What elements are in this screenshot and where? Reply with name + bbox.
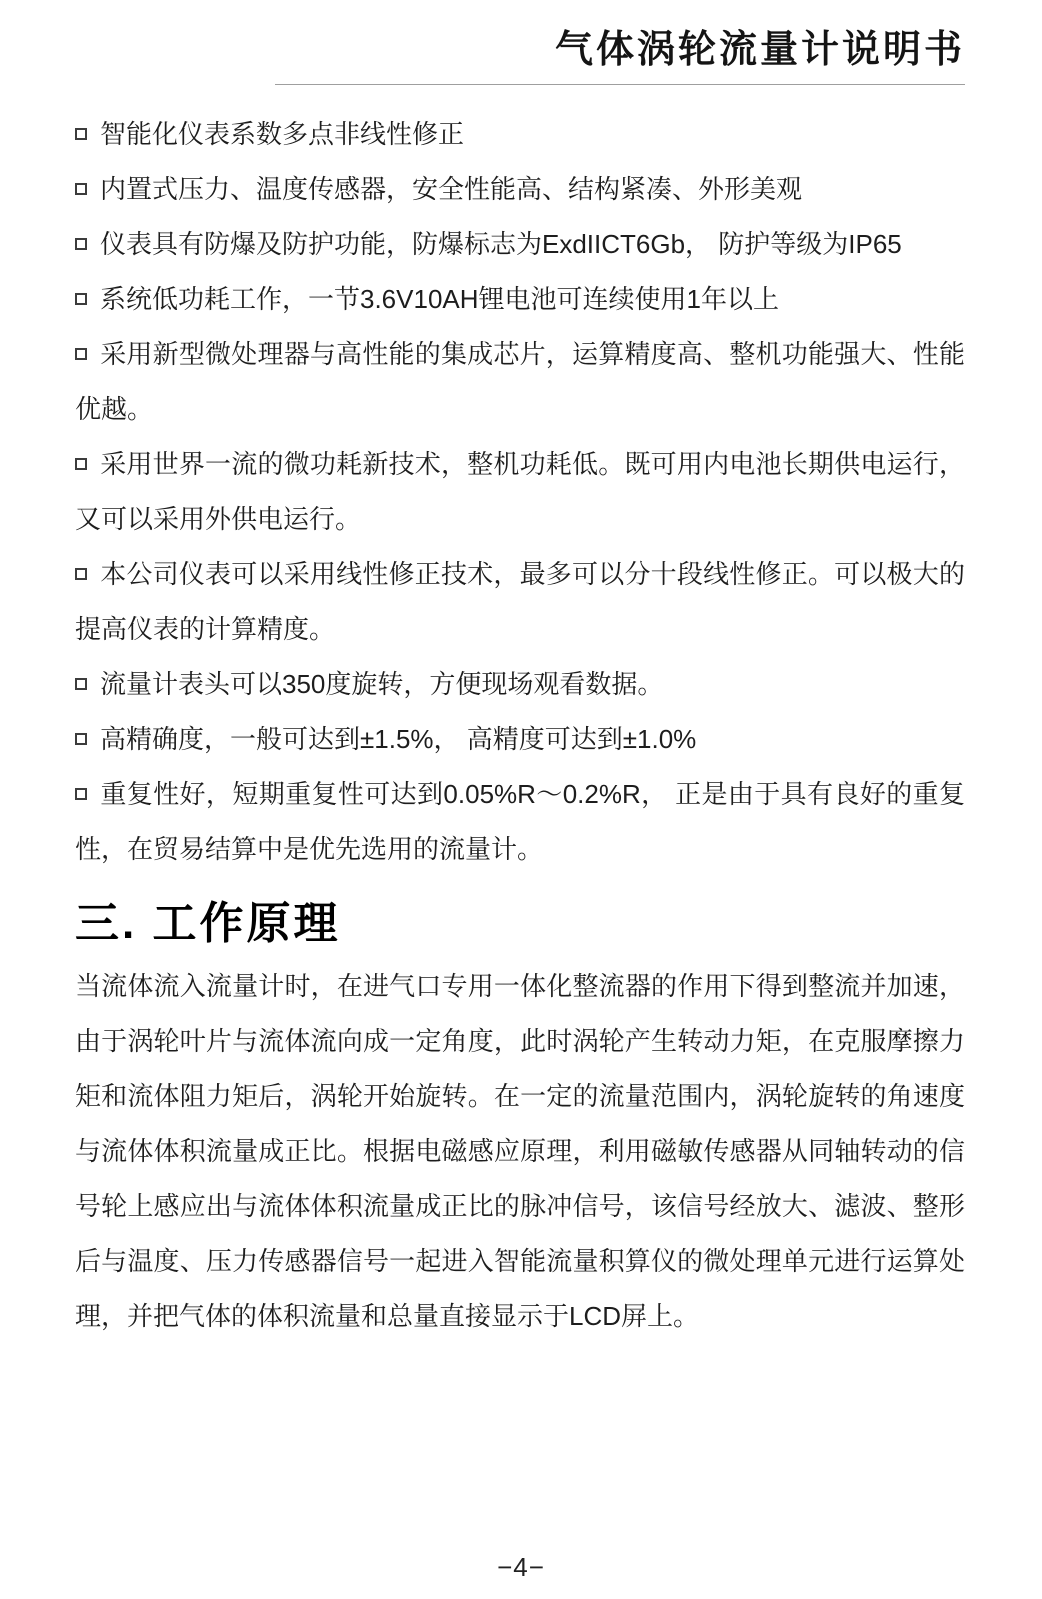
feature-item-text: 系统低功耗工作，一节3.6V10AH锂电池可连续使用1年以上 [100, 284, 779, 314]
list-item [75, 437, 965, 547]
feature-item-text: 采用新型微处理器与高性能的集成芯片，运算精度高、整机功能强大、性能优越。 [75, 339, 965, 424]
square-bullet-icon [75, 183, 87, 195]
section-body-paragraph: 当流体流入流量计时，在进气口专用一体化整流器的作用下得到整流并加速，由于涡轮叶片与流体流向成一定角度，此时涡轮产生转动力矩，在克服摩擦力矩和流体阻力矩后，涡轮开始旋转。在一定的流量范围内，涡轮旋转的角速度与流体体积流量成正比。根据电磁感应原理，利用磁敏传感器从同轴转动的信号轮上感应出与流体体积流量成正比的脉冲信号，该信号经放大、滤波、整形后与温度、压力传感器信号一起进入智能流量积算仪的微处理单元进行运算处理，并把气体的体积流量和总量直接显示于LCD屏上。 [75, 971, 965, 1331]
square-bullet-icon [75, 238, 87, 250]
feature-item-text: 智能化仪表系数多点非线性修正 [100, 119, 465, 149]
square-bullet-icon [75, 458, 87, 470]
feature-item-text: 高精确度，一般可达到±1.5%， 高精度可达到±1.0% [100, 724, 697, 754]
square-bullet-icon [75, 788, 87, 800]
feature-item-text: 流量计表头可以350度旋转，方便现场观看数据。 [100, 669, 664, 699]
list-item [75, 107, 965, 162]
list-item [75, 272, 965, 327]
feature-item-text: 仪表具有防爆及防护功能，防爆标志为ExdIICT6Gb， 防护等级为IP65 [100, 229, 902, 259]
list-item [75, 712, 965, 767]
page-number: −4− [497, 1552, 545, 1582]
list-item [75, 767, 965, 877]
square-bullet-icon [75, 568, 87, 580]
list-item [75, 657, 965, 712]
page-title: 气体涡轮流量计说明书 [554, 29, 965, 71]
feature-item-text: 重复性好，短期重复性可达到0.05%R～0.2%R， 正是由于具有良好的重复性，在贸易结算中是优先选用的流量计。 [75, 779, 965, 864]
document-header [75, 0, 965, 85]
feature-list [75, 107, 965, 877]
square-bullet-icon [75, 348, 87, 360]
list-item [75, 217, 965, 272]
list-item [75, 547, 965, 657]
list-item [75, 162, 965, 217]
square-bullet-icon [75, 733, 87, 745]
section-heading: 三. 工作原理 [75, 899, 341, 948]
square-bullet-icon [75, 678, 87, 690]
square-bullet-icon [75, 128, 87, 140]
header-divider [275, 84, 965, 85]
square-bullet-icon [75, 293, 87, 305]
feature-item-text: 本公司仪表可以采用线性修正技术，最多可以分十段线性修正。可以极大的提高仪表的计算精度。 [75, 559, 965, 644]
list-item [75, 327, 965, 437]
feature-item-text: 采用世界一流的微功耗新技术，整机功耗低。既可用内电池长期供电运行，又可以采用外供电运行。 [75, 449, 965, 534]
feature-item-text: 内置式压力、温度传感器，安全性能高、结构紧凑、外形美观 [100, 174, 803, 204]
